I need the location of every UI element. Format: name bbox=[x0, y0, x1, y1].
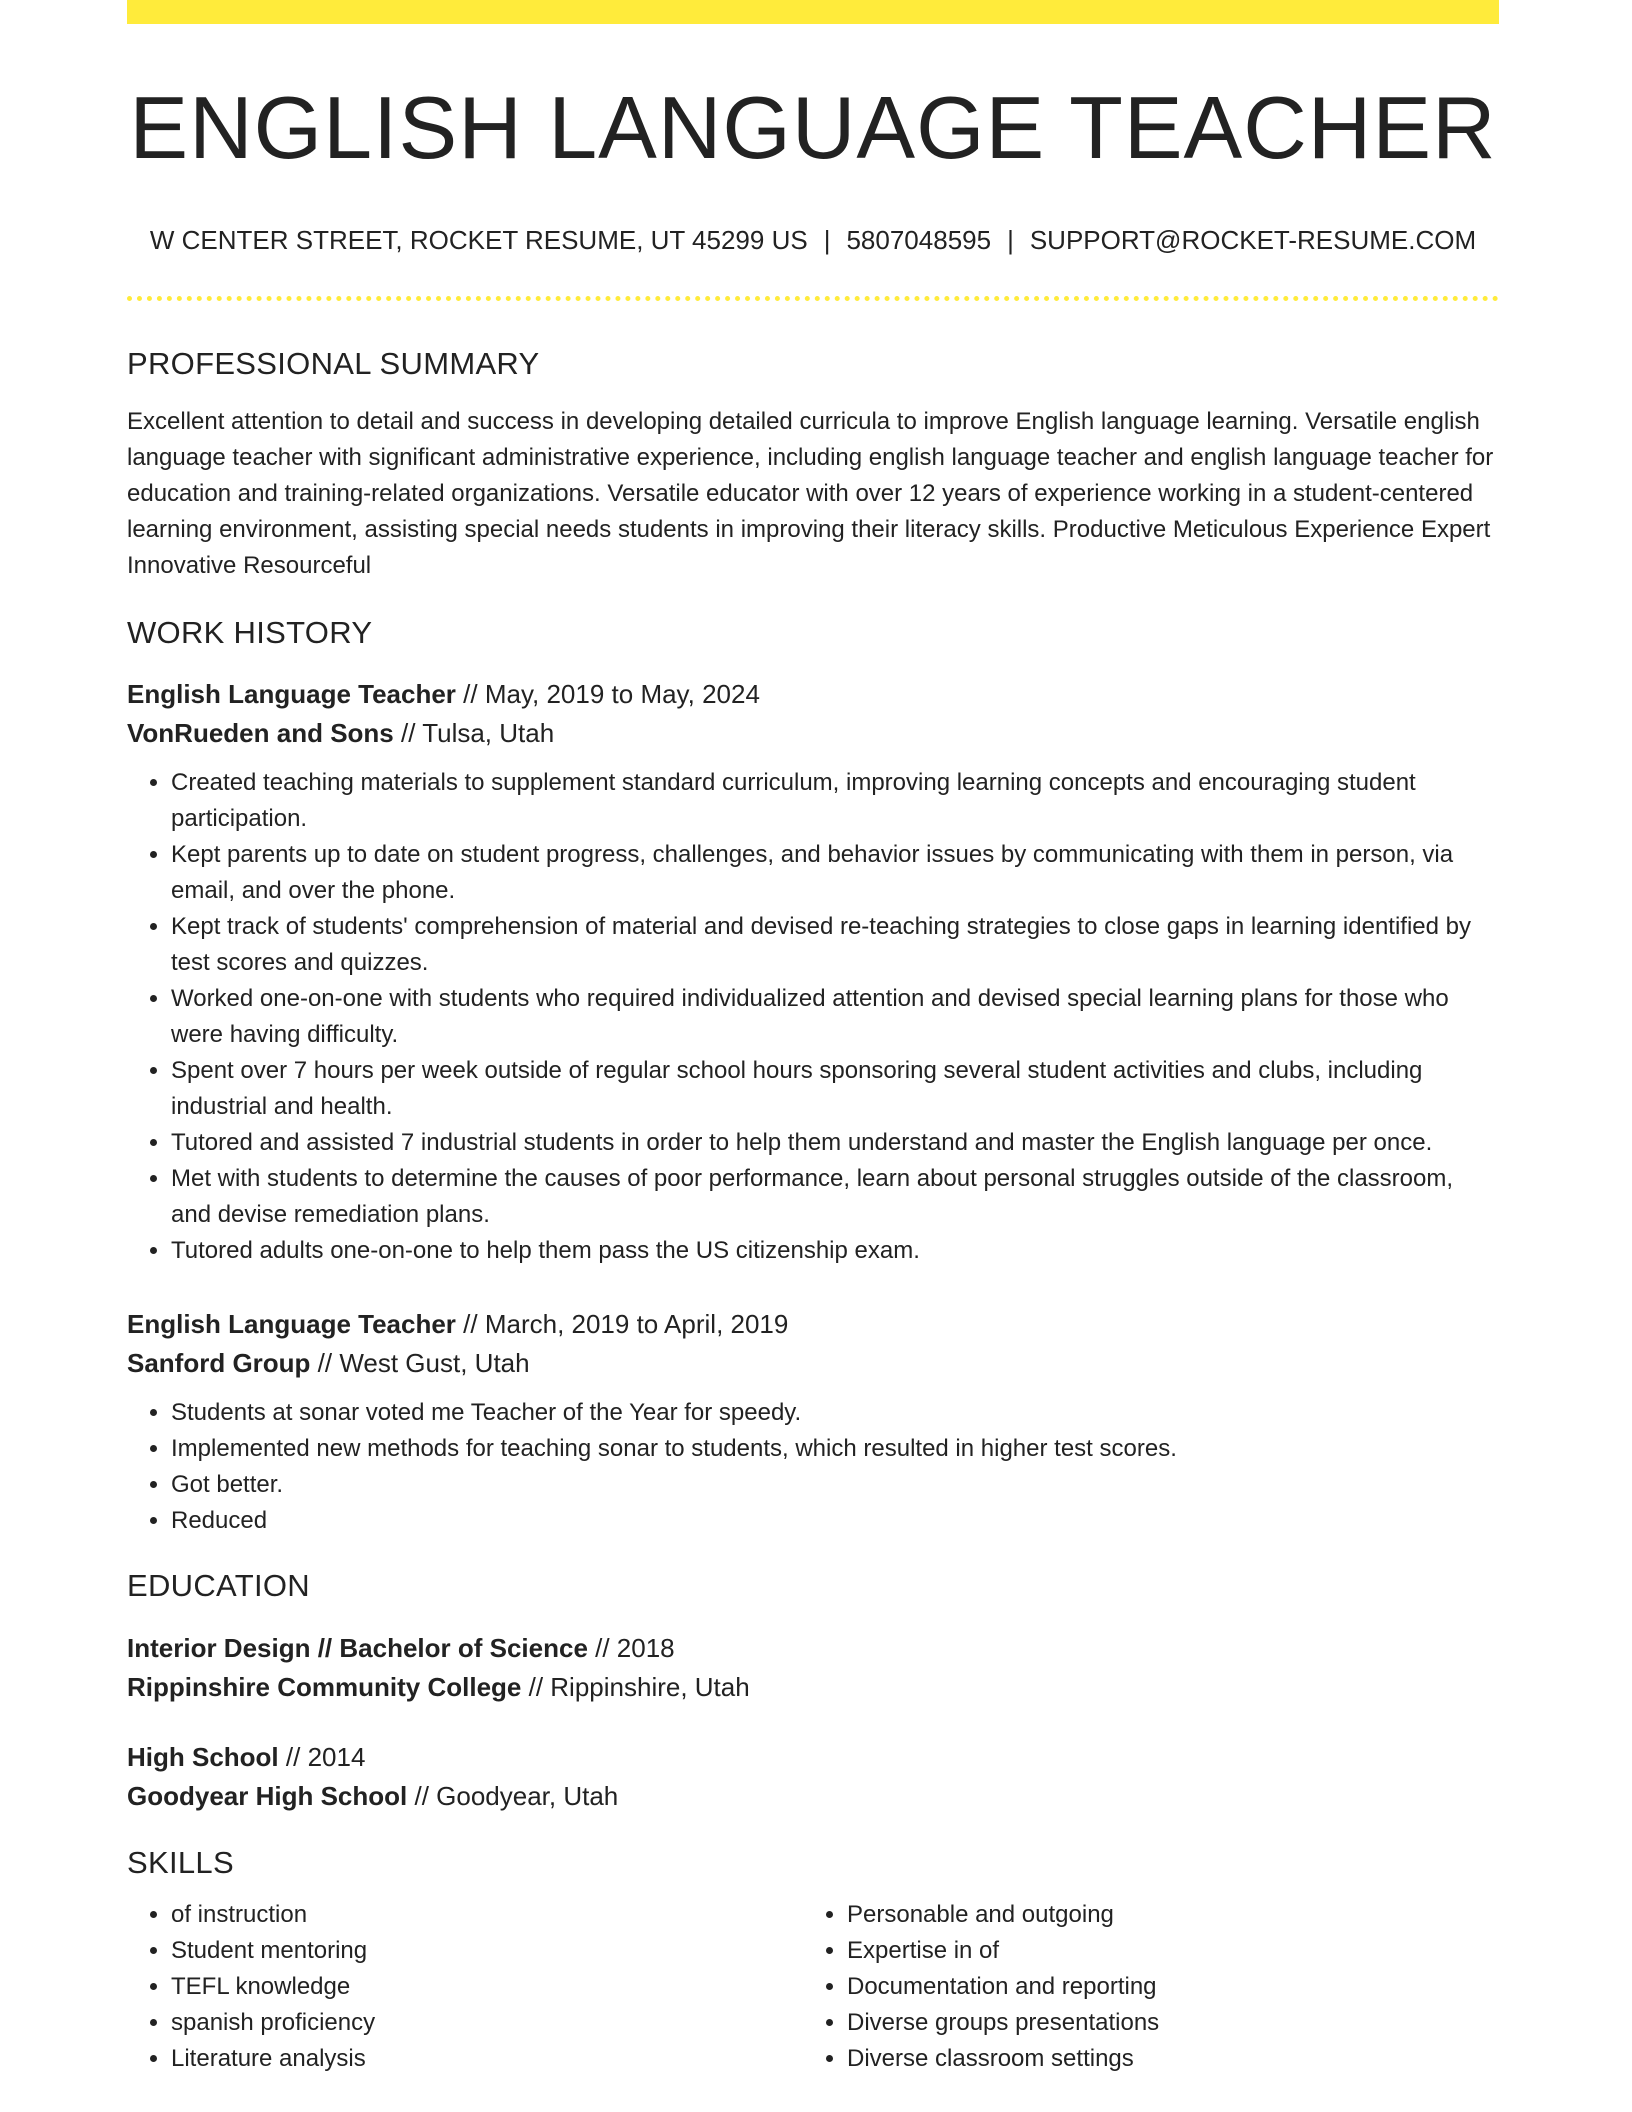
skill-item: • Diverse classroom settings bbox=[847, 2041, 1479, 2077]
education-location: // Goodyear, Utah bbox=[407, 1780, 619, 1811]
education-year: // 2018 bbox=[587, 1632, 675, 1663]
page-title: ENGLISH LANGUAGE TEACHER bbox=[129, 78, 1497, 177]
skill-item: • of instruction bbox=[171, 1897, 803, 1933]
skills-list bbox=[127, 1897, 803, 2077]
skill-item: • Student mentoring bbox=[171, 1933, 803, 1969]
contact-email: SUPPORT@ROCKET-RESUME.COM bbox=[1029, 224, 1477, 255]
contact-separator: | bbox=[1007, 224, 1014, 255]
job-bullets bbox=[127, 1395, 1499, 1539]
job-company: VonRueden and Sons bbox=[127, 718, 394, 749]
list-item: • Kept parents up to date on student progress, challenges, and behavior issues by communicating with them in person, via email, and over the phone. bbox=[171, 837, 1499, 909]
list-item: • Worked one-on-one with students who required individualized attention and devised special learning plans for those who were having difficulty. bbox=[171, 981, 1499, 1053]
job-title-line bbox=[127, 1305, 1499, 1344]
contact-address: W CENTER STREET, ROCKET RESUME, UT 45299 US bbox=[149, 224, 808, 255]
list-item: • Spent over 7 hours per week outside of regular school hours sponsoring several student activities and clubs, including industrial and health. bbox=[171, 1053, 1499, 1125]
list-item: • Reduced bbox=[171, 1503, 1499, 1539]
education-entry bbox=[127, 1629, 1499, 1707]
job-entry bbox=[127, 1305, 1499, 1539]
job-dates: // March, 2019 to April, 2019 bbox=[455, 1309, 789, 1340]
job-bullets bbox=[127, 765, 1499, 1269]
job-title-line bbox=[127, 675, 1499, 714]
skills-column-left bbox=[127, 1897, 803, 2077]
skills-list bbox=[803, 1897, 1479, 2077]
skills-column-right bbox=[803, 1897, 1479, 2077]
education-school: Rippinshire Community College bbox=[127, 1671, 522, 1702]
job-entry bbox=[127, 675, 1499, 1269]
section-heading-skills: SKILLS bbox=[127, 1844, 234, 1880]
list-item: • Met with students to determine the causes of poor performance, learn about personal struggles outside of the classroom, and devise remediation plans. bbox=[171, 1161, 1499, 1233]
job-location: // Tulsa, Utah bbox=[393, 718, 555, 749]
skill-item: • Diverse groups presentations bbox=[847, 2005, 1479, 2041]
job-company: Sanford Group bbox=[127, 1348, 311, 1379]
section-heading-education: EDUCATION bbox=[127, 1568, 310, 1604]
summary-text: Excellent attention to detail and success in developing detailed curricula to improve English language learning. Versatile english language teacher with significant administrative experience, including english language teacher and english language teacher for education and training-related organizations. Versatile educator with over 12 years of experience working in a student-centered learning environment, assisting special needs students in improving their literacy skills. Productive Meticulous Experience Expert Innovative Resourceful bbox=[127, 408, 1494, 580]
education-year: // 2014 bbox=[278, 1741, 366, 1772]
skill-item: • TEFL knowledge bbox=[171, 1969, 803, 2005]
section-heading-summary: PROFESSIONAL SUMMARY bbox=[127, 345, 540, 381]
education-degree: Interior Design // Bachelor of Science bbox=[127, 1632, 588, 1663]
skill-item: • Documentation and reporting bbox=[847, 1969, 1479, 2005]
job-title: English Language Teacher bbox=[127, 1309, 456, 1340]
list-item: • Students at sonar voted me Teacher of the Year for speedy. bbox=[171, 1395, 1499, 1431]
list-item: • Tutored adults one-on-one to help them pass the US citizenship exam. bbox=[171, 1233, 1499, 1269]
contact-line bbox=[127, 225, 1499, 256]
list-item: • Tutored and assisted 7 industrial students in order to help them understand and master the English language per once. bbox=[171, 1125, 1499, 1161]
accent-bar bbox=[127, 0, 1499, 24]
resume-page bbox=[127, 0, 1499, 2077]
education-degree-line bbox=[127, 1738, 1499, 1777]
job-location: // West Gust, Utah bbox=[310, 1348, 530, 1379]
education-degree-line bbox=[127, 1629, 1499, 1668]
education-school-line bbox=[127, 1777, 1499, 1816]
job-title: English Language Teacher bbox=[127, 679, 456, 710]
list-item: • Created teaching materials to supplement standard curriculum, improving learning concepts and encouraging student participation. bbox=[171, 765, 1499, 837]
skills-grid bbox=[127, 1897, 1499, 2077]
education-degree: High School bbox=[127, 1741, 279, 1772]
job-company-line bbox=[127, 1344, 1499, 1383]
dotted-divider bbox=[127, 296, 1499, 301]
skill-item: • spanish proficiency bbox=[171, 2005, 803, 2041]
skill-item: • Personable and outgoing bbox=[847, 1897, 1479, 1933]
education-location: // Rippinshire, Utah bbox=[521, 1671, 750, 1702]
list-item: • Got better. bbox=[171, 1467, 1499, 1503]
education-school: Goodyear High School bbox=[127, 1780, 408, 1811]
job-company-line bbox=[127, 714, 1499, 753]
education-entry bbox=[127, 1738, 1499, 1816]
contact-phone: 5807048595 bbox=[846, 224, 992, 255]
list-item: • Kept track of students' comprehension of material and devised re-teaching strategies to close gaps in learning identified by test scores and quizzes. bbox=[171, 909, 1499, 981]
skill-item: • Expertise in of bbox=[847, 1933, 1479, 1969]
job-dates: // May, 2019 to May, 2024 bbox=[455, 679, 760, 710]
contact-separator: | bbox=[823, 224, 831, 255]
skill-item: • Literature analysis bbox=[171, 2041, 803, 2077]
section-heading-work: WORK HISTORY bbox=[127, 615, 373, 651]
list-item: • Implemented new methods for teaching sonar to students, which resulted in higher test scores. bbox=[171, 1431, 1499, 1467]
education-school-line bbox=[127, 1668, 1499, 1707]
